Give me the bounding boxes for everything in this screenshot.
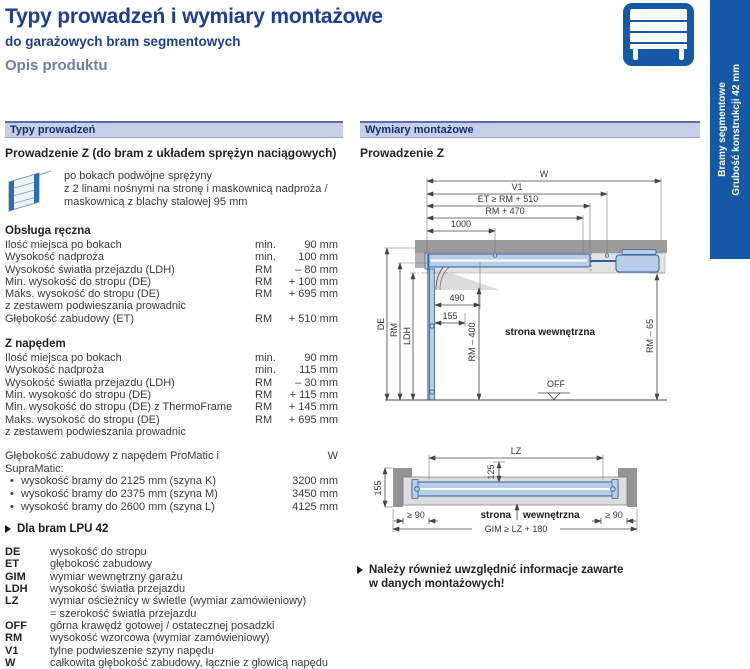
bullet-icon: • bbox=[10, 487, 14, 500]
item-label: wysokość bramy do 2600 mm (szyna L) bbox=[21, 500, 215, 513]
track-z-subheading: Prowadzenie Z (do bram z układem sprężyn naciągowych) bbox=[5, 146, 337, 160]
sectional-door-icon bbox=[622, 2, 696, 68]
list-item bbox=[5, 632, 343, 644]
row-ref: RM bbox=[255, 413, 273, 426]
inside-label-2: wewnętrzna bbox=[523, 510, 580, 521]
dim-label-90-right: ≥ 90 bbox=[605, 510, 623, 520]
off-level-icon bbox=[548, 393, 560, 400]
row-label: Wysokość światła przejazdu (LDH) bbox=[5, 376, 175, 389]
chapter-tab-line1: Bramy segmentowe bbox=[717, 82, 728, 177]
row-value: 90 mm bbox=[304, 352, 338, 365]
row-ref: RM bbox=[255, 288, 273, 301]
item-value: 3200 mm bbox=[292, 475, 338, 488]
abbr-desc: tylne podwieszenie szyny napędu bbox=[50, 644, 214, 657]
row-value: + 510 mm bbox=[288, 312, 338, 325]
row-ref: min. bbox=[255, 239, 276, 251]
dim-label-rm470: RM + 470 bbox=[485, 206, 525, 216]
dim-label-et: ET ≥ RM + 510 bbox=[477, 194, 539, 204]
row-ref: RM bbox=[255, 275, 273, 288]
list-item bbox=[5, 546, 343, 558]
list-item bbox=[5, 645, 343, 657]
abbr-term: RM bbox=[5, 632, 23, 645]
list-item bbox=[5, 571, 343, 583]
manual-table bbox=[5, 239, 338, 325]
item-label: wysokość bramy do 2375 mm (szyna M) bbox=[21, 487, 218, 500]
abbr-term: OFF bbox=[5, 619, 27, 632]
abbr-desc: wymiar wewnętrzny garażu bbox=[50, 570, 183, 583]
feature-line: z 2 linami nośnymi na stronę i maskownicą nadproża / bbox=[64, 183, 328, 195]
table-row bbox=[5, 239, 338, 251]
plan-view-drawing bbox=[372, 442, 662, 537]
row-label: Głębokość zabudowy (ET) bbox=[5, 312, 134, 325]
dim-label-ldh: LDH bbox=[402, 326, 412, 346]
abbr-term: DE bbox=[5, 546, 21, 559]
row-sub-label: z zestawem podwieszania prowadnic bbox=[5, 425, 186, 438]
dim-label-490: 490 bbox=[449, 293, 465, 303]
table-row bbox=[5, 264, 338, 276]
arrow-right-icon bbox=[5, 525, 11, 533]
dim-label-155-plan: 155 bbox=[373, 480, 383, 496]
item-label: wysokość bramy do 2125 mm (szyna K) bbox=[21, 475, 217, 488]
list-item bbox=[5, 583, 343, 595]
row-value: + 695 mm bbox=[288, 413, 338, 426]
section-header-track-types: Typy prowadzeń bbox=[5, 121, 343, 138]
row-label: Maks. wysokość do stropu (DE) bbox=[5, 288, 160, 301]
inside-label: strona wewnętrzna bbox=[504, 327, 596, 338]
powered-table bbox=[5, 352, 338, 438]
abbr-term: LZ bbox=[5, 595, 19, 608]
dim-label-w: W bbox=[539, 169, 549, 179]
row-value: – 80 mm bbox=[295, 263, 338, 276]
table-row bbox=[5, 377, 338, 389]
row-label: Min. wysokość do stropu (DE) bbox=[5, 275, 152, 288]
abbr-term: ET bbox=[5, 558, 20, 571]
row-ref: RM bbox=[255, 401, 273, 414]
roller bbox=[430, 390, 434, 394]
row-label: Ilość miejsca po bokach bbox=[5, 352, 122, 365]
abbr-desc-line1: wymiar ościeżnicy w świetle (wymiar zamówieniowy) bbox=[50, 595, 307, 608]
table-row bbox=[5, 389, 338, 401]
door-panel bbox=[430, 269, 435, 400]
right-column bbox=[360, 121, 700, 160]
row-ref: min. bbox=[255, 352, 276, 365]
feature-line: po bokach podwójne sprężyny bbox=[64, 170, 212, 182]
section-header-mounting: Wymiary montażowe bbox=[360, 121, 700, 138]
row-label: Wysokość światła przejazdu (LDH) bbox=[5, 263, 175, 276]
item-value: 4125 mm bbox=[292, 500, 338, 513]
feature-line: maskownicą z blachy stalowej 95 mm bbox=[64, 196, 248, 208]
row-value: 100 mm bbox=[298, 251, 338, 264]
list-item bbox=[5, 475, 338, 488]
chapter-tab-line2: Grubość konstrukcji 42 mm bbox=[731, 63, 742, 196]
abbreviation-list bbox=[5, 546, 343, 669]
side-view-drawing bbox=[372, 166, 698, 418]
row-label: Wysokość nadproża bbox=[5, 364, 104, 377]
row-label: Maks. wysokość do stropu (DE) bbox=[5, 413, 160, 426]
dim-label-lz: LZ bbox=[510, 446, 522, 456]
table-row bbox=[5, 364, 338, 376]
powered-heading: Z napędem bbox=[5, 338, 66, 351]
note-line2: w danych montażowych! bbox=[369, 578, 505, 590]
abbr-desc: wysokość do stropu bbox=[50, 546, 147, 559]
row-value: + 695 mm bbox=[288, 288, 338, 301]
row-ref: min. bbox=[255, 251, 276, 264]
table-row bbox=[5, 414, 338, 426]
left-column bbox=[5, 121, 343, 669]
list-item bbox=[5, 501, 338, 514]
table-row bbox=[5, 401, 338, 413]
depth-block bbox=[5, 450, 338, 513]
table-row bbox=[5, 288, 338, 300]
row-value: + 145 mm bbox=[288, 401, 338, 414]
abbr-desc: głębokość zabudowy bbox=[50, 558, 153, 571]
abbr-term: W bbox=[5, 656, 16, 669]
row-label: Min. wysokość do stropu (DE) bbox=[5, 388, 152, 401]
row-value: – 30 mm bbox=[295, 376, 338, 389]
dim-label-rm65: RM – 65 bbox=[645, 318, 655, 354]
mounting-note bbox=[357, 563, 697, 591]
table-row bbox=[5, 276, 338, 288]
suspension-point bbox=[493, 254, 497, 258]
operator-head bbox=[616, 255, 659, 272]
abbr-desc bbox=[50, 595, 343, 620]
dim-label-125: 125 bbox=[486, 464, 496, 480]
abbr-term: GIM bbox=[5, 570, 26, 583]
lpu42-heading bbox=[5, 523, 343, 535]
suspension-point bbox=[605, 254, 609, 258]
bullet-icon: • bbox=[10, 500, 14, 513]
row-ref: RM bbox=[255, 388, 273, 401]
row-label: Min. wysokość do stropu (DE) z ThermoFrame bbox=[5, 401, 233, 414]
abbr-desc: górna krawędź gotowej / ostatecznej posadzki bbox=[50, 619, 275, 632]
list-item bbox=[5, 657, 343, 669]
chapter-tab bbox=[710, 0, 750, 259]
row-ref: RM bbox=[255, 263, 273, 276]
item-value: 3450 mm bbox=[292, 487, 338, 500]
list-item bbox=[5, 620, 343, 632]
abbr-term: LDH bbox=[5, 583, 28, 596]
row-label: Ilość miejsca po bokach bbox=[5, 239, 122, 251]
table-row bbox=[5, 251, 338, 263]
section-label: Opis produktu bbox=[5, 57, 108, 74]
abbr-term: V1 bbox=[5, 644, 19, 657]
dim-label-de: DE bbox=[376, 317, 386, 331]
dim-label-1000: 1000 bbox=[450, 219, 472, 229]
list-item bbox=[5, 595, 343, 620]
manual-heading: Obsługa ręczna bbox=[5, 225, 91, 237]
dim-label-rm400: RM – 400 bbox=[467, 322, 477, 362]
abbr-desc: wysokość światła przejazdu bbox=[50, 583, 186, 596]
roller bbox=[611, 487, 616, 492]
dim-label-rm: RM bbox=[389, 323, 399, 337]
row-ref: min. bbox=[255, 364, 276, 377]
feature-text bbox=[64, 168, 328, 216]
row-value: 90 mm bbox=[304, 239, 338, 251]
row-ref: RM bbox=[255, 376, 273, 389]
dim-label-90-left: ≥ 90 bbox=[407, 510, 425, 520]
page-subtitle: do garażowych bram segmentowych bbox=[5, 34, 241, 49]
dim-label-gim: GIM ≥ LZ + 180 bbox=[484, 524, 548, 534]
operator-bracket bbox=[622, 250, 656, 255]
note-line1: Należy również uwzględnić informacje zawarte bbox=[369, 564, 624, 576]
depth-heading: Głębokość zabudowy z napędem ProMatic i SupraMatic: bbox=[5, 450, 219, 475]
abbr-desc: wysokość wzorcowa (wymiar zamówieniowy) bbox=[50, 632, 270, 645]
row-sub-label: z zestawem podwieszania prowadnic bbox=[5, 300, 186, 313]
mounting-z-subheading: Prowadzenie Z bbox=[360, 146, 445, 160]
table-row bbox=[5, 352, 338, 364]
roller bbox=[430, 324, 434, 328]
depth-heading-row bbox=[5, 450, 338, 475]
note-text bbox=[369, 563, 623, 591]
lpu42-heading-text: Dla bram LPU 42 bbox=[17, 523, 109, 536]
row-ref: RM bbox=[255, 312, 273, 325]
row-value: 115 mm bbox=[299, 364, 338, 377]
spring-panel-icon bbox=[5, 168, 53, 216]
page-title: Typy prowadzeń i wymiary montażowe bbox=[5, 5, 383, 28]
abbr-desc: całkowita głębokość zabudowy, łącznie z głowicą napędu bbox=[50, 656, 329, 669]
abbr-desc-line2: = szerokość światła przejazdu bbox=[50, 607, 197, 620]
dim-label-v1: V1 bbox=[511, 182, 523, 192]
bullet-icon: • bbox=[10, 475, 14, 488]
table-row bbox=[5, 313, 338, 325]
off-label: OFF bbox=[547, 379, 565, 389]
list-item bbox=[5, 488, 338, 501]
list-item bbox=[5, 558, 343, 570]
feature-block bbox=[5, 168, 343, 216]
inside-label-1: strona bbox=[480, 510, 511, 521]
roller bbox=[415, 487, 420, 492]
row-value: + 100 mm bbox=[288, 275, 338, 288]
row-value: + 115 mm bbox=[289, 388, 338, 401]
row-label: Wysokość nadproża bbox=[5, 251, 104, 264]
depth-col-header: W bbox=[327, 450, 338, 463]
chapter-tab-text bbox=[716, 64, 744, 196]
arrow-right-icon bbox=[357, 566, 363, 574]
dim-label-155: 155 bbox=[442, 311, 458, 321]
